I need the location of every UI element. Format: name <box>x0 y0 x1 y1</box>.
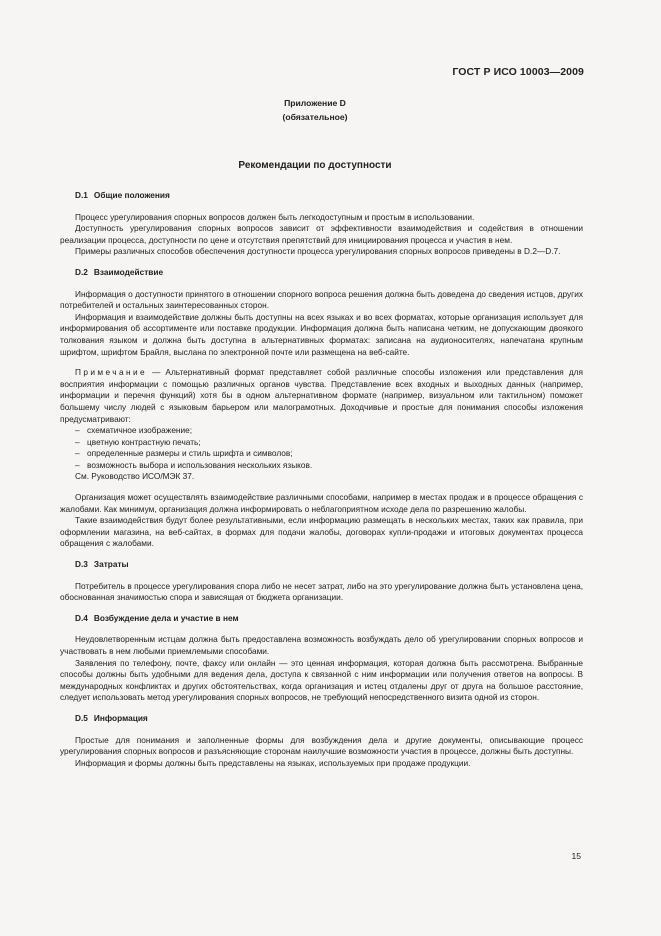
paragraph: Доступность урегулирования спорных вопросов зависит от эффективности взаимодействия и содействия в отношении реализации процесса, доступности по цене и отсутствия препятствий для инициирования процесса и участия в нем. <box>60 223 583 245</box>
paragraph: Информация о доступности принятого в отношении спорного вопроса решения должна быть доведена до сведения истцов, других потребителей и остальных заинтересованных сторон. <box>60 288 583 311</box>
section-number: D.5 <box>75 712 88 723</box>
annex-status: (обязательное) <box>282 112 348 122</box>
paragraph: Простые для понимания и заполненные формы для возбуждения дела и другие документы, описывающие процесс урегулирования спорных вопросов и разъясняющие сторонам наилучшие возможности участия в процессе, должны быть доступны. <box>60 734 583 757</box>
reference: См. Руководство ИСО/МЭК 37. <box>75 471 195 482</box>
paragraph: Организация может осуществлять взаимодействие различными способами, например в местах продаж и в процессе обращения с жалобами. Как минимум, организация должна информировать о неблагоприятном исходе дела по разрешению жалобы. <box>60 492 583 514</box>
section-heading-text: Общие положения <box>93 190 170 200</box>
section-heading-text: Возбуждение дела и участие в нем <box>93 612 239 623</box>
note-text: — Альтернативный формат представляет собой различные способы изложения или представления для восприятия информации с помощью различных органов чувства. Представление всех входных и выходных данных (например, информации и перечня функций) хотя бы в одном альтернативном формате (например, визуальном или тактильном) поможет большему числу людей с языковым барьером или малограмотных. Доходчивые и простые для понимания способы изложения предусматривают: <box>60 367 583 424</box>
paragraph: Примеры различных способов обеспечения доступности процесса урегулирования спорных вопросов приведены в D.2—D.7. <box>75 246 561 257</box>
annex-title: Приложение D <box>284 98 346 108</box>
list-item: – схематичное изображение; <box>75 425 583 437</box>
paragraph: Заявления по телефону, почте, факсу или онлайн — это ценная информация, которая должна быть рассмотрена. Выбранные способы должны быть удобными для ведения дела, доступа к связанной с ним информации или получения ответов на вопросы. В международных конфликтах и других обстоятельствах, когда организация и истец отдалены друг от друга на большое расстояние, следует использовать метод урегулирования спорных вопросов, не требующий непосредственного визита одной из сторон. <box>60 657 583 703</box>
section-number: D.2 <box>75 266 88 277</box>
standard-header: ГОСТ Р ИСО 10003—2009 <box>452 66 584 78</box>
section-heading-text: Информация <box>93 712 148 723</box>
section-heading-d3 <box>60 559 583 571</box>
section-number: D.1 <box>75 190 88 200</box>
paragraph: Неудовлетворенным истцам должна быть предоставлена возможность возбуждать дело об урегулировании спорных вопросов и участвовать в нем любыми приемлемыми способами. <box>60 634 583 656</box>
note-list <box>60 425 583 471</box>
note-label: Примечание <box>75 367 148 378</box>
section-heading-d5 <box>60 713 583 725</box>
paragraph: Процесс урегулирования спорных вопросов должен быть легкодоступным и простым в использовании. <box>75 211 475 222</box>
section-heading-d4 <box>60 613 583 625</box>
section-number: D.4 <box>75 612 88 623</box>
page-number: 15 <box>571 851 581 861</box>
list-item: – возможность выбора и использования нескольких языков. <box>75 460 583 472</box>
page-title: Рекомендации по доступности <box>238 160 392 171</box>
section-heading-d2 <box>60 267 583 279</box>
paragraph: Информация и взаимодействие должны быть доступны на всех языках и во всех форматах, которые организация использует для информирования об ассортименте или поставке продукции. Информация должна быть написана четким, не допускающим двоякого толкования языком и должна быть доступна в альтернативных форматах: записана на аудионосителях, напечатана крупным шрифтом, шрифтом Брайля, выслана по электронной почте или размещена на веб-сайте. <box>60 311 583 357</box>
paragraph: Информация и формы должны быть представлены на языках, используемых при продаже продукции. <box>75 757 471 768</box>
paragraph: Такие взаимодействия будут более результативными, если информацию размещать в нескольких местах, таких как правила, при оформлении магазина, на веб-сайтах, в формах для подачи жалобы, договорах купли-продажи и итоговых документах процесса обращения с жалобами. <box>60 515 583 549</box>
section-heading-text: Затраты <box>93 559 129 570</box>
section-heading-d1 <box>60 190 583 202</box>
list-item: – определенные размеры и стиль шрифта и символов; <box>75 448 583 460</box>
document-body <box>60 190 583 769</box>
section-number: D.3 <box>75 559 88 570</box>
note <box>60 367 583 425</box>
list-item: – цветную контрастную печать; <box>75 437 583 449</box>
section-heading-text: Взаимодействие <box>93 266 164 277</box>
paragraph: Потребитель в процессе урегулирования спора либо не несет затрат, либо на это урегулирование должна быть установлена цена, обоснованная значимостью спора и зависящая от бюджета организации. <box>60 580 583 603</box>
